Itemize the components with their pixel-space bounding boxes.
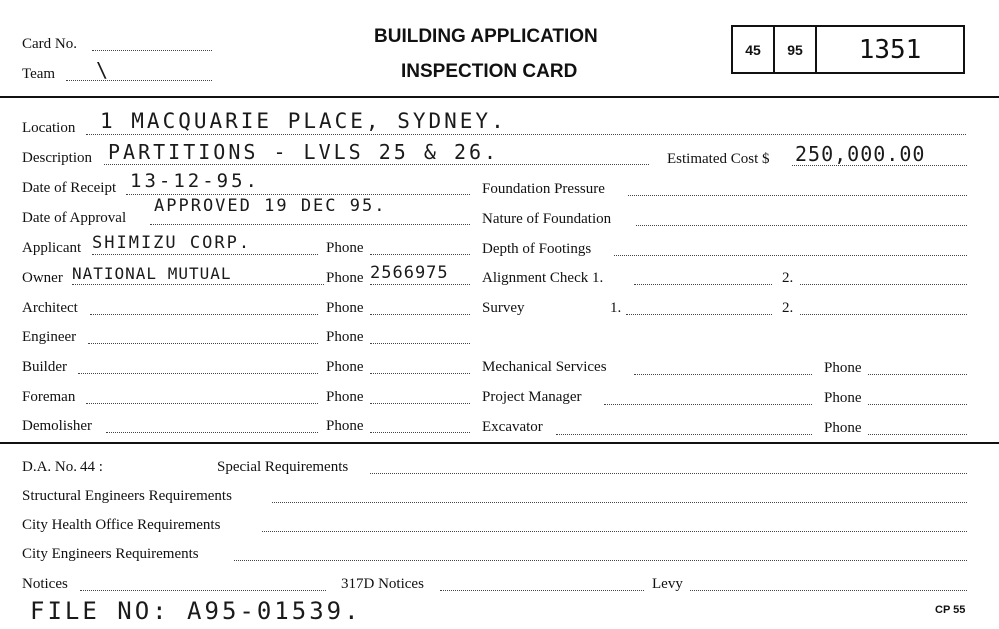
divider-top: [0, 96, 999, 98]
excavator-field[interactable]: [556, 434, 812, 435]
mechanical-services-field[interactable]: [634, 374, 812, 375]
location-field[interactable]: [86, 134, 966, 135]
applicant-phone-field[interactable]: [370, 254, 470, 255]
builder-field[interactable]: [78, 373, 318, 374]
project-manager-label: Project Manager: [482, 389, 582, 405]
card-number: 1351: [858, 34, 922, 65]
applicant-phone-label: Phone: [326, 240, 364, 256]
da-no-label: D.A. No.: [22, 459, 77, 475]
approval-value: APPROVED 19 DEC 95.: [154, 196, 387, 216]
location-label: Location: [22, 120, 76, 136]
alignment-check-2-label: 2.: [782, 270, 794, 286]
project-manager-phone-label: Phone: [824, 390, 862, 406]
receipt-value: 13-12-95.: [130, 170, 260, 192]
special-requirements-field[interactable]: [370, 473, 967, 474]
team-value: \: [96, 58, 112, 82]
health-requirements-field[interactable]: [262, 531, 967, 532]
description-value: PARTITIONS - LVLS 25 & 26.: [108, 140, 500, 164]
foreman-field[interactable]: [86, 403, 318, 404]
nature-of-foundation-label: Nature of Foundation: [482, 211, 612, 227]
receipt-field[interactable]: [126, 194, 470, 195]
architect-label: Architect: [22, 300, 78, 316]
excavator-label: Excavator: [482, 419, 543, 435]
notices-317d-label: 317D Notices: [341, 576, 424, 592]
alignment-check-2-field[interactable]: [800, 284, 967, 285]
applicant-label: Applicant: [22, 240, 82, 256]
receipt-label: Date of Receipt: [22, 180, 117, 196]
form-code: CP 55: [935, 604, 966, 616]
form-title-line2: INSPECTION CARD: [401, 61, 578, 82]
survey-2-label: 2.: [782, 300, 794, 316]
alignment-check-label: Alignment Check 1.: [482, 270, 604, 286]
architect-phone-label: Phone: [326, 300, 364, 316]
mechanical-services-label: Mechanical Services: [482, 359, 607, 375]
foundation-pressure-label: Foundation Pressure: [482, 181, 605, 197]
survey-1-label: 1.: [610, 300, 622, 316]
builder-phone-label: Phone: [326, 359, 364, 375]
architect-field[interactable]: [90, 314, 318, 315]
survey-2-field[interactable]: [800, 314, 967, 315]
structural-requirements-field[interactable]: [272, 502, 967, 503]
engineer-label: Engineer: [22, 329, 77, 345]
card-number-box: [731, 25, 965, 74]
foreman-label: Foreman: [22, 389, 76, 405]
demolisher-field[interactable]: [106, 432, 318, 433]
approval-field[interactable]: [150, 224, 470, 225]
alignment-check-1-field[interactable]: [634, 284, 772, 285]
owner-field[interactable]: [72, 284, 324, 285]
owner-label: Owner: [22, 270, 63, 286]
city-engineers-requirements-field[interactable]: [234, 560, 967, 561]
owner-phone-label: Phone: [326, 270, 364, 286]
estimated-cost-label: Estimated Cost $: [667, 151, 770, 167]
applicant-field[interactable]: [92, 254, 318, 255]
survey-label: Survey: [482, 300, 525, 316]
applicant-value: SHIMIZU CORP.: [92, 233, 252, 253]
health-requirements-label: City Health Office Requirements: [22, 517, 221, 533]
special-requirements-label: Special Requirements: [217, 459, 349, 475]
project-manager-field[interactable]: [604, 404, 812, 405]
notices-label: Notices: [22, 576, 68, 592]
levy-field[interactable]: [690, 590, 967, 591]
engineer-field[interactable]: [88, 343, 318, 344]
foreman-phone-label: Phone: [326, 389, 364, 405]
code-box-2: 95: [775, 27, 817, 72]
estimated-cost-value: 250,000.00: [795, 142, 926, 166]
engineer-phone-label: Phone: [326, 329, 364, 345]
nature-of-foundation-field[interactable]: [636, 225, 967, 226]
demolisher-phone-field[interactable]: [370, 432, 470, 433]
excavator-phone-label: Phone: [824, 420, 862, 436]
da-no-value: 44 :: [80, 459, 103, 475]
notices-field[interactable]: [80, 590, 326, 591]
architect-phone-field[interactable]: [370, 314, 470, 315]
engineer-phone-field[interactable]: [370, 343, 470, 344]
structural-requirements-label: Structural Engineers Requirements: [22, 488, 232, 504]
description-label: Description: [22, 150, 92, 166]
project-manager-phone-field[interactable]: [868, 404, 967, 405]
depth-of-footings-field[interactable]: [614, 255, 967, 256]
approval-label: Date of Approval: [22, 210, 127, 226]
owner-phone-field[interactable]: [370, 284, 470, 285]
team-field[interactable]: [66, 80, 212, 81]
owner-value: NATIONAL MUTUAL: [72, 264, 232, 283]
demolisher-phone-label: Phone: [326, 418, 364, 434]
code-box-1: 45: [733, 27, 775, 72]
survey-1-field[interactable]: [626, 314, 772, 315]
divider-middle: [0, 442, 999, 444]
depth-of-footings-label: Depth of Footings: [482, 241, 592, 257]
demolisher-label: Demolisher: [22, 418, 92, 434]
owner-phone-value: 2566975: [370, 263, 449, 283]
file-number: FILE NO: A95-01539.: [30, 597, 362, 625]
excavator-phone-field[interactable]: [868, 434, 967, 435]
builder-label: Builder: [22, 359, 67, 375]
card-no-label: Card No.: [22, 36, 77, 52]
mechanical-phone-field[interactable]: [868, 374, 967, 375]
builder-phone-field[interactable]: [370, 373, 470, 374]
foundation-pressure-field[interactable]: [628, 195, 967, 196]
team-label: Team: [22, 66, 56, 82]
levy-label: Levy: [652, 576, 683, 592]
card-no-field[interactable]: [92, 50, 212, 51]
city-engineers-requirements-label: City Engineers Requirements: [22, 546, 199, 562]
mechanical-phone-label: Phone: [824, 360, 862, 376]
description-field[interactable]: [104, 164, 649, 165]
notices-317d-field[interactable]: [440, 590, 644, 591]
form-title-line1: BUILDING APPLICATION: [374, 26, 598, 47]
foreman-phone-field[interactable]: [370, 403, 470, 404]
location-value: 1 MACQUARIE PLACE, SYDNEY.: [100, 109, 507, 133]
